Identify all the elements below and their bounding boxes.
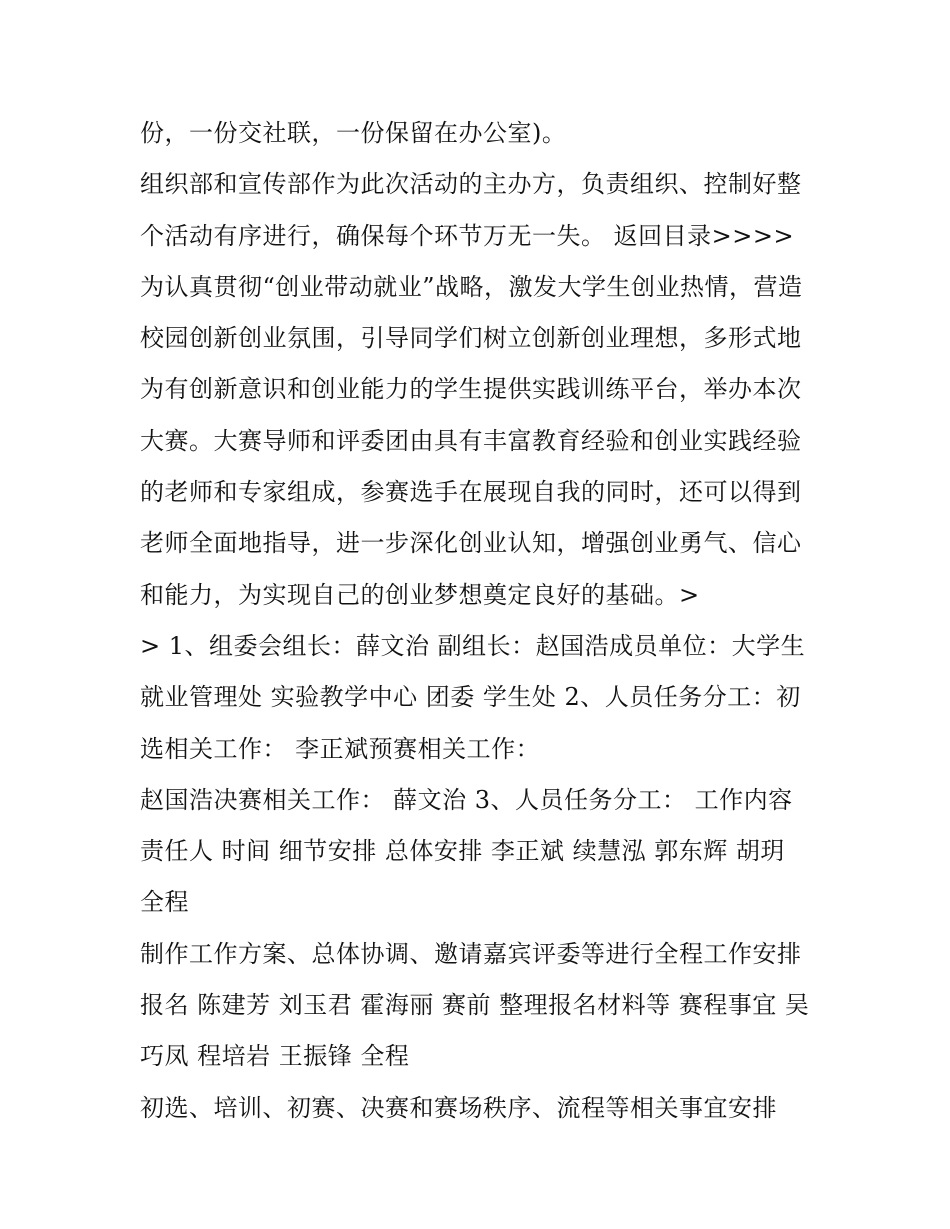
text-line: 全程 <box>140 888 189 917</box>
text-line: 校园创新创业氛围，引导同学们树立创新创业理想，多形式地 <box>140 324 802 353</box>
text-line: 组织部和宣传部作为此次活动的主办方，负责组织、控制好整 <box>140 170 802 199</box>
text-line: 报名 陈建芳 刘玉君 霍海丽 赛前 整理报名材料等 赛程事宜 吴 <box>140 991 810 1020</box>
text-line: 初选、培训、初赛、决赛和赛场秩序、流程等相关事宜安排 <box>140 1093 777 1122</box>
text-line: 大赛。大赛导师和评委团由具有丰富教育经验和创业实践经验 <box>140 426 802 455</box>
text-line: 个活动有序进行，确保每个环节万无一失。 返回目录>>>> <box>140 221 795 250</box>
text-line: 老师全面地指导，进一步深化创业认知，增强创业勇气、信心 <box>140 529 802 558</box>
text-line: 和能力，为实现自己的创业梦想奠定良好的基础。> <box>140 580 700 609</box>
text-line: 的老师和专家组成，参赛选手在展现自我的同时，还可以得到 <box>140 478 802 507</box>
text-line: 选相关工作： 李正斌预赛相关工作： <box>140 734 541 763</box>
text-line: 为认真贯彻“创业带动就业”战略，激发大学生创业热情，营造 <box>140 272 803 301</box>
text-line: 制作工作方案、总体协调、邀请嘉宾评委等进行全程工作安排 <box>140 939 802 968</box>
text-line: 责任人 时间 细节安排 总体安排 李正斌 续慧泓 郭东辉 胡玥 <box>140 837 785 866</box>
text-line: 赵国浩决赛相关工作： 薛文治 3、人员任务分工： 工作内容 <box>140 785 793 814</box>
text-line: 巧凤 程培岩 王振锋 全程 <box>140 1042 410 1071</box>
text-line: 就业管理处 实验教学中心 团委 学生处 2、人员任务分工：初 <box>140 683 801 712</box>
text-line: 为有创新意识和创业能力的学生提供实践训练平台，举办本次 <box>140 375 802 404</box>
text-line: 份，一份交社联，一份保留在办公室)。 <box>140 119 567 147</box>
document-body <box>140 108 830 1134</box>
text-line: > 1、组委会组长：薛文治 副组长：赵国浩成员单位：大学生 <box>140 631 806 660</box>
